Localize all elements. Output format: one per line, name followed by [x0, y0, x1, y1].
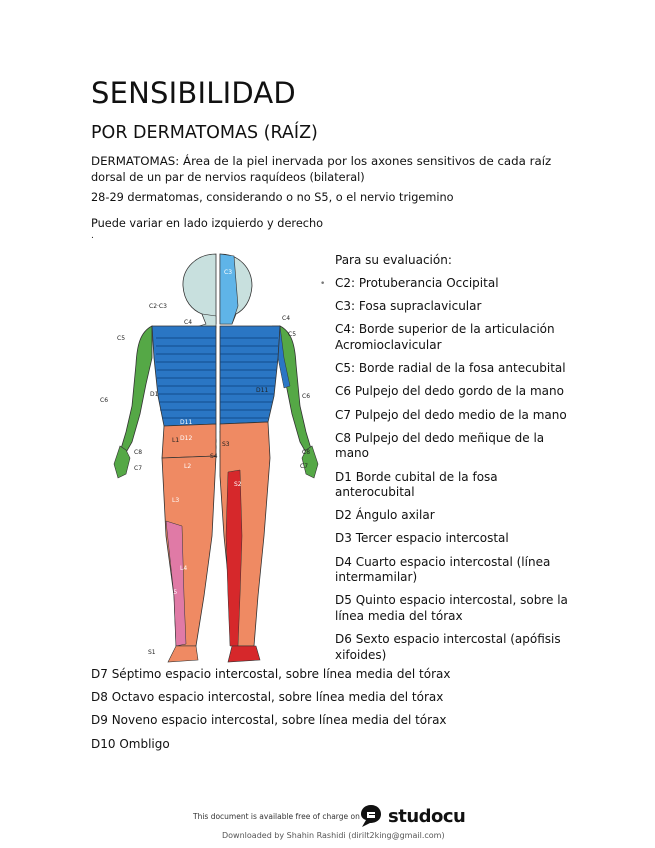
dermatome-count-text: 28-29 dermatomas, considerando o no S5, o el nervio trigemino [91, 191, 454, 204]
list-item: C6 Pulpejo del dedo gordo de la mano [335, 384, 564, 399]
label-c6-right: C6 [302, 393, 311, 400]
bullet-marker: • [320, 279, 326, 289]
right-foot [228, 646, 260, 662]
evaluation-heading: Para su evaluación: [335, 253, 452, 267]
front-torso [220, 326, 280, 424]
definition-line-2: dorsal de un par de nervios raquídeos (bilateral) [91, 170, 365, 184]
evaluation-list-continued [91, 667, 450, 760]
right-arm [280, 326, 312, 456]
list-item: D7 Séptimo espacio intercostal, sobre línea media del tórax [91, 667, 451, 681]
label-l4: L4 [180, 565, 188, 572]
evaluation-list [335, 276, 575, 671]
label-c8-right: C8 [302, 449, 311, 456]
list-item: D9 Noveno espacio intercostal, sobre línea media del tórax [91, 713, 447, 728]
list-item: D2 Ángulo axilar [335, 508, 435, 523]
studocu-wordmark: studocu [388, 805, 466, 827]
label-d1: D1 [150, 391, 159, 398]
left-hand [114, 446, 130, 478]
left-foot [168, 646, 198, 662]
back-torso [152, 326, 216, 426]
label-c3: C3 [224, 269, 233, 276]
left-arm [120, 326, 152, 456]
list-item: C8 Pulpejo del dedo meñique de la mano [335, 430, 545, 461]
page-title: SENSIBILIDAD [91, 76, 296, 110]
list-item: D4 Cuarto espacio intercostal (línea intermamilar) [335, 554, 551, 585]
studocu-logo-icon [358, 803, 384, 829]
list-item: C2: Protuberancia Occipital [335, 276, 499, 290]
label-c5-left: C5 [117, 335, 126, 342]
list-item: C5: Borde radial de la fosa antecubital [335, 361, 566, 376]
label-c7-left: C7 [134, 465, 143, 472]
label-s4: S4 [210, 453, 218, 460]
list-item: D3 Tercer espacio intercostal [335, 531, 509, 546]
label-l3: L3 [172, 497, 180, 504]
variation-note: Puede variar en lado izquierdo y derecho [91, 217, 324, 230]
label-c5-right: C5 [288, 331, 297, 338]
label-s2: S2 [234, 481, 242, 488]
list-item: D6 Sexto espacio intercostal (apófisis xifoides) [335, 632, 561, 662]
studocu-logo-link[interactable] [358, 803, 465, 829]
footer-availability-note: This document is available free of charge on [193, 812, 360, 821]
head-left [183, 254, 216, 324]
label-l5: L5 [170, 589, 178, 596]
page-subtitle: POR DERMATOMAS (RAÍZ) [91, 123, 318, 143]
label-c7-right: C7 [300, 463, 309, 470]
label-s3: S3 [222, 441, 230, 448]
label-l2: L2 [184, 463, 192, 470]
list-item: D8 Octavo espacio intercostal, sobre línea media del tórax [91, 690, 444, 705]
label-d12: D12 [180, 435, 193, 442]
dermatome-body-figure [100, 246, 334, 670]
label-c6-left: C6 [100, 397, 109, 404]
list-item: D1 Borde cubital de la fosa anterocubital [335, 469, 498, 500]
list-item: D5 Quinto espacio intercostal, sobre la línea media del tórax [335, 593, 568, 624]
definition-paragraph [91, 154, 581, 185]
label-c4-left: C4 [184, 319, 193, 326]
label-d11-left: D11 [180, 419, 193, 426]
label-s1: S1 [148, 649, 156, 656]
dot-mark: . [91, 231, 94, 241]
list-item: C3: Fosa supraclavicular [335, 299, 482, 314]
label-l1: L1 [172, 437, 180, 444]
label-c4-right: C4 [282, 315, 291, 322]
list-item: C4: Borde superior de la articulación Acromioclavicular [335, 322, 555, 352]
definition-line-1: DERMATOMAS: Área de la piel inervada por los axones sensitivos de cada raíz [91, 154, 552, 168]
label-c2c3: C2·C3 [149, 303, 167, 310]
list-item: C7 Pulpejo del dedo medio de la mano [335, 407, 567, 422]
list-item: D10 Ombligo [91, 736, 170, 751]
label-d11-right: D11 [256, 387, 269, 394]
label-c8-left: C8 [134, 449, 143, 456]
download-attribution: Downloaded by Shahin Rashidi (dirilt2king@gmail.com) [222, 831, 445, 840]
